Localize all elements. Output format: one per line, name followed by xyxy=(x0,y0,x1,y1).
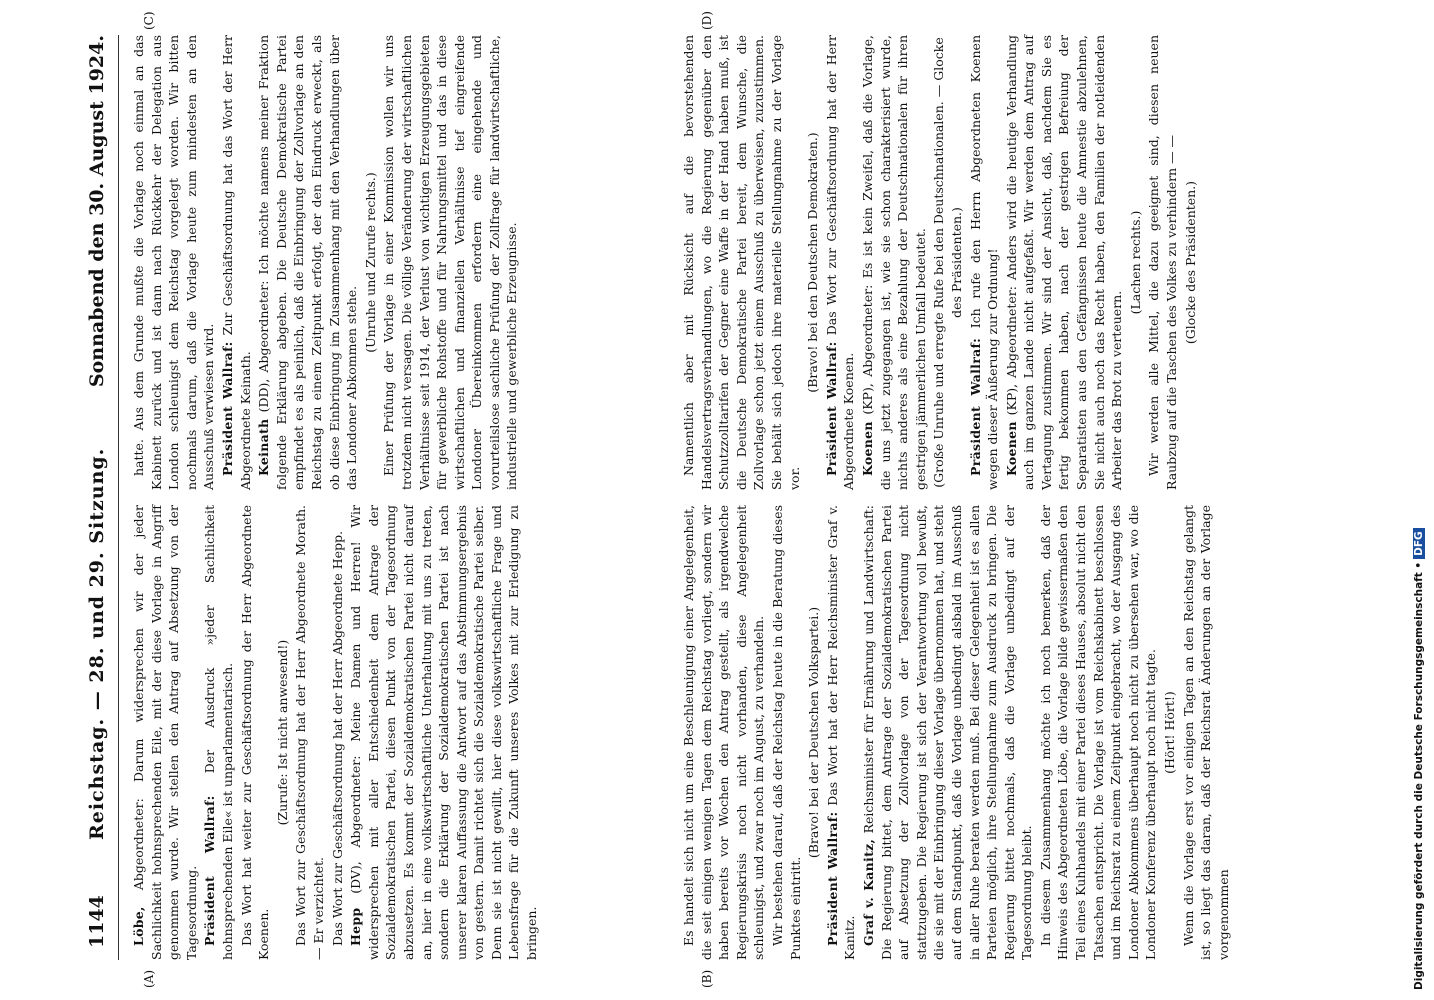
paragraph xyxy=(860,505,1036,960)
speaker-name: Keinath xyxy=(256,418,272,476)
page-header xyxy=(80,35,114,960)
margin-mark-d: (D) xyxy=(700,11,714,30)
margin-mark-c: (C) xyxy=(142,11,156,30)
paragraph-text: hatte. Aus dem Grunde mußte die Vorlage noch einmal an das Kabinett zurück und ist dann nach Rückkehr der Delegation aus London schleunigst dem Reichstag vorgelegt worden. Wir bitten nochmals darum, daß die Vorlage heute zum mindesten an den Ausschuß verwiesen wird. xyxy=(131,35,217,490)
paragraph-text: (Glocke des Präsidenten.) xyxy=(1182,180,1198,345)
speaker-name: Präsident Wallraf: xyxy=(219,341,235,476)
text-column-left-top xyxy=(130,505,640,960)
header-left-title: Reichstag. — 28. und 29. Sitzung. xyxy=(86,447,108,840)
text-column-left-bottom xyxy=(680,505,1231,960)
text-column-right-bottom xyxy=(680,35,1198,490)
speaker-name: Präsident Wallraf: xyxy=(202,795,218,946)
paragraph-text: (Hört! Hört!) xyxy=(1162,691,1178,774)
paragraph xyxy=(859,35,929,490)
paragraph xyxy=(238,505,273,960)
speaker-name: Präsident Wallraf: xyxy=(823,341,839,476)
paragraph xyxy=(1037,505,1160,960)
paragraph-text: (DV), Abgeordneter: Meine Damen und Herren! Wir widersprechen mit aller Entschiedenheit dem Antrage der Sozialdemokratischen Partei, diesen Punkt von der Tagesordnung abzusetzen. Es kommt der Sozialdemokratischen Partei nicht darauf an, hier in eine volkswirtschaftliche Unterhaltung mit uns zu treten, sondern die Erklärung der Sozialdemokratischen Partei ist nach unserer klaren Auffassung die Antwort auf das Abstimmungsergebnis von gestern. Damit richtet sich die Sozialdemokratische Partei selber. Denn sie ist nicht gewillt, hier diese volkswirtschaftliche Frage und Lebensfrage für die Zukunft unseres Volkes mit zur Erledigung zu bringen. xyxy=(348,505,540,960)
digitization-credit xyxy=(1413,0,1433,990)
paragraph-text: Das Wort zur Geschäftsordnung hat der Herr Abgeordnete Morath. — Er verzichtet. xyxy=(293,505,326,960)
speaker-name: Koenen xyxy=(859,421,875,476)
paragraph-text: In diesem Zusammenhang möchte ich noch bemerken, daß der Hinweis des Abgeordneten Löbe, die Vorlage bilde gewissermaßen den Teil eines Kuhhandels mit einer Partei dieses Hauses, absolut nicht den Tatsachen entspricht. Die Vorlage ist vom Reichskabinett beschlossen und im Reichsrat zu einem Zeitpunkt eingebracht, wo der Ausgang des Londoner Abkommens überhaupt noch nicht zu übersehen war, wo die Londoner Konferenz überhaupt noch nicht tagte. xyxy=(1037,505,1159,960)
dfg-logo: DFG xyxy=(1413,528,1425,559)
margin-mark-a: (A) xyxy=(142,969,156,988)
paragraph xyxy=(1145,35,1180,490)
paragraph-text: Das Wort hat der Herr Reichsminister Graf v. Kanitz. xyxy=(824,505,858,960)
speaker-name: Präsident Wallraf: xyxy=(967,337,983,476)
paragraph xyxy=(219,35,254,490)
paragraph-text: Zur Geschäftsordnung hat das Wort der Herr Abgeordnete Keinath. xyxy=(219,35,253,490)
speaker-name: Hepp xyxy=(348,907,364,946)
paragraph xyxy=(769,505,804,960)
paragraph xyxy=(805,505,823,960)
paragraph xyxy=(824,505,859,960)
paragraph xyxy=(329,505,347,960)
paragraph xyxy=(823,35,858,490)
paragraph xyxy=(1182,35,1200,490)
paragraph xyxy=(255,35,361,490)
speaker-name: Graf v. Kanitz, xyxy=(860,838,876,946)
credit-text: Digitalisierung gefördert durch die Deutsche Forschungsgemeinschaft • xyxy=(1413,561,1425,990)
paragraph xyxy=(804,35,822,490)
paragraph xyxy=(130,35,218,490)
rotated-document-page xyxy=(80,11,1310,988)
paragraph xyxy=(680,505,768,960)
paragraph xyxy=(292,505,327,960)
paragraph-text: Wir werden alle Mittel, die dazu geeignet sind, diesen neuen Raubzug auf die Taschen des Volkes zu verhindern — — xyxy=(1146,35,1180,490)
header-right-title: Sonnabend den 30. August 1924. xyxy=(86,35,108,388)
paragraph xyxy=(1127,35,1145,490)
paragraph xyxy=(967,35,1002,490)
paragraph-text: Reichsminister für Ernährung und Landwirtschaft: Die Regierung bittet, dem Antrage der Sozialdemokratischen Partei auf Absetzung der Zollvorlage von der Tagesordnung nicht stattzugeben. Die Regierung ist sich der Verantwortung voll bewußt, die sie mit der Einbringung dieser Vorlage übernommen hat, und steht auf dem Standpunkt, daß die Vorlage unbedingt alsbald im Ausschuß in aller Ruhe beraten werden muß. Bei dieser Gelegenheit ist es allen Parteien möglich, ihre Stellungnahme zum Ausdruck zu bringen. Die Regierung bittet nochmals, daß die Vorlage unbedingt auf der Tagesordnung bleibt. xyxy=(860,505,1035,960)
paragraph-text: (DD), Abgeordneter: Ich möchte namens meiner Fraktion folgende Erklärung abgeben. Die Deutsche Demokratische Partei empfindet es als peinlich, daß die Einbringung der Zollvorlage an den Reichstag zu einem Zeitpunkt erfolgt, der den Eindruck erweckt, als ob diese Einbringung im Zusammenhang mit den Verhandlungen über das Londoner Abkommen stehe. xyxy=(256,35,360,490)
paragraph-text: Abgeordneter: Darum widersprechen wir der jeder Sachlichkeit hohnsprechenden Eile, mit der diese Vorlage in Angriff genommen wurde. Wir stellen den Antrag auf Absetzung von der Tagesordnung. xyxy=(131,505,199,960)
paragraph-text: Wenn die Vorlage erst vor einigen Tagen an den Reichstag gelangt ist, so liegt das daran, daß der Reichsrat Änderungen an der Vorlage vorgenommen xyxy=(1180,505,1231,960)
paragraph-text: Das Wort hat weiter zur Geschäftsordnung der Herr Abgeordnete Koenen. xyxy=(238,505,272,960)
paragraph-text: (Bravo! bei den Deutschen Demokraten.) xyxy=(805,132,821,393)
text-column-right-top xyxy=(130,35,640,490)
paragraph-text: Ich rufe den Herrn Abgeordneten Koenen wegen dieser Äußerung zur Ordnung! xyxy=(967,35,1001,490)
paragraph xyxy=(1180,505,1233,960)
paragraph-text: (KP), Abgeordneter: Es ist kein Zweifel, daß die Vorlage, die uns jetzt zugegangen ist, wie sie schon charakterisiert wurde, nichts anderes als eine Bezahlung der Deutschnationalen für ihren gestrigen jämmerlichen Umfall bedeutet. xyxy=(859,35,928,490)
speaker-name: Koenen xyxy=(1003,421,1019,476)
paragraph xyxy=(680,35,803,490)
paragraph xyxy=(130,505,200,960)
paragraph-text: Das Wort zur Geschäftsordnung hat der Herr Abgeordnete Hepp. xyxy=(329,530,345,946)
paragraph xyxy=(1003,35,1126,490)
paragraph-text: (Lachen rechts.) xyxy=(1127,210,1143,315)
paragraph xyxy=(1161,505,1179,960)
header-divider xyxy=(118,35,119,960)
paragraph xyxy=(380,35,521,490)
paragraph-text: (Bravo! bei der Deutschen Volkspartei.) xyxy=(806,606,822,859)
paragraph-text: (Große Unruhe und erregte Rufe bei den Deutschnationalen. — Glocke des Präsidenten.) xyxy=(931,37,964,488)
paragraph xyxy=(201,505,236,960)
page-number: 1144 xyxy=(86,895,108,948)
paragraph-text: Das Wort zur Geschäftsordnung hat der Herr Abgeordnete Koenen. xyxy=(823,35,857,490)
paragraph xyxy=(362,35,380,490)
paragraph-text: Wir bestehen darauf, daß der Reichstag heute in die Beratung dieses Punktes eintritt. xyxy=(769,505,803,960)
paragraph xyxy=(930,35,965,490)
paragraph-text: (Unruhe und Zurufe rechts.) xyxy=(362,172,378,353)
paragraph xyxy=(347,505,541,960)
paragraph-text: (Zurufe: Ist nicht anwesend!) xyxy=(274,639,290,826)
paragraph xyxy=(274,505,292,960)
paragraph-text: Es handelt sich nicht um eine Beschleunigung einer Angelegenheit, die seit einigen wenigen Tagen dem Reichstag vorliegt, sondern wir haben bereits vor Wochen den Antrag gestellt, als irgendwelche Regierungskrisis noch nicht vorhanden, diese Angelegenheit schleunigst, und zwar noch im August, zu verhandeln. xyxy=(681,505,767,960)
paragraph-text: (KP), Abgeordneter: Anders wird die heutige Verhandlung auch im ganzen Lande nicht aufgefaßt. Wir werden dem Antrag auf Vertagung zustimmen. Wir sind der Ansicht, daß, nachdem Sie es fertig bekommen haben, nach der gestrigen Befreiung der Separatisten aus den Gefängnissen heute die Amnestie abzulehnen, Sie nicht auch noch das Recht haben, den Familien der notleidenden Arbeiter das Brot zu verteuern. xyxy=(1003,35,1125,490)
speaker-name: Präsident Wallraf: xyxy=(824,811,840,946)
paragraph-text: Der Ausdruck »jeder Sachlichkeit hohnsprechenden Eile« ist unparlamentarisch. xyxy=(202,505,235,960)
paragraph-text: Namentlich aber mit Rücksicht auf die bevorstehenden Handelsvertragsverhandlungen, wo die Regierung gegenüber den Schutzzolltarifen der Gegner eine Waffe in der Hand haben muß, ist die Deutsche Demokratische Partei bereit, dem Wunsche, die Zollvorlage schon jetzt einem Ausschuß zu überweisen, zuzustimmen. Sie behält sich jedoch ihre materielle Stellungnahme zu der Vorlage vor. xyxy=(681,35,802,490)
speaker-name: Löbe, xyxy=(131,906,146,946)
paragraph-text: Einer Prüfung der Vorlage in einer Kommission wollen wir uns trotzdem nicht versagen. Die völlige Veränderung der wirtschaftlichen Verhältnisse seit 1914, der Verlust von wichtigen Erzeugungsgebieten für gewerbliche Rohstoffe und für Nahrungsmittel und das in diese wirtschaftlichen und finanziellen Verhältnisse tief eingreifende Londoner Übereinkommen erfordern eine eingehende und vorurteilslose sachliche Prüfung der Zollfrage für landwirtschaftliche, industrielle und gewerbliche Erzeugnisse. xyxy=(381,35,520,490)
margin-mark-b: (B) xyxy=(700,969,714,988)
